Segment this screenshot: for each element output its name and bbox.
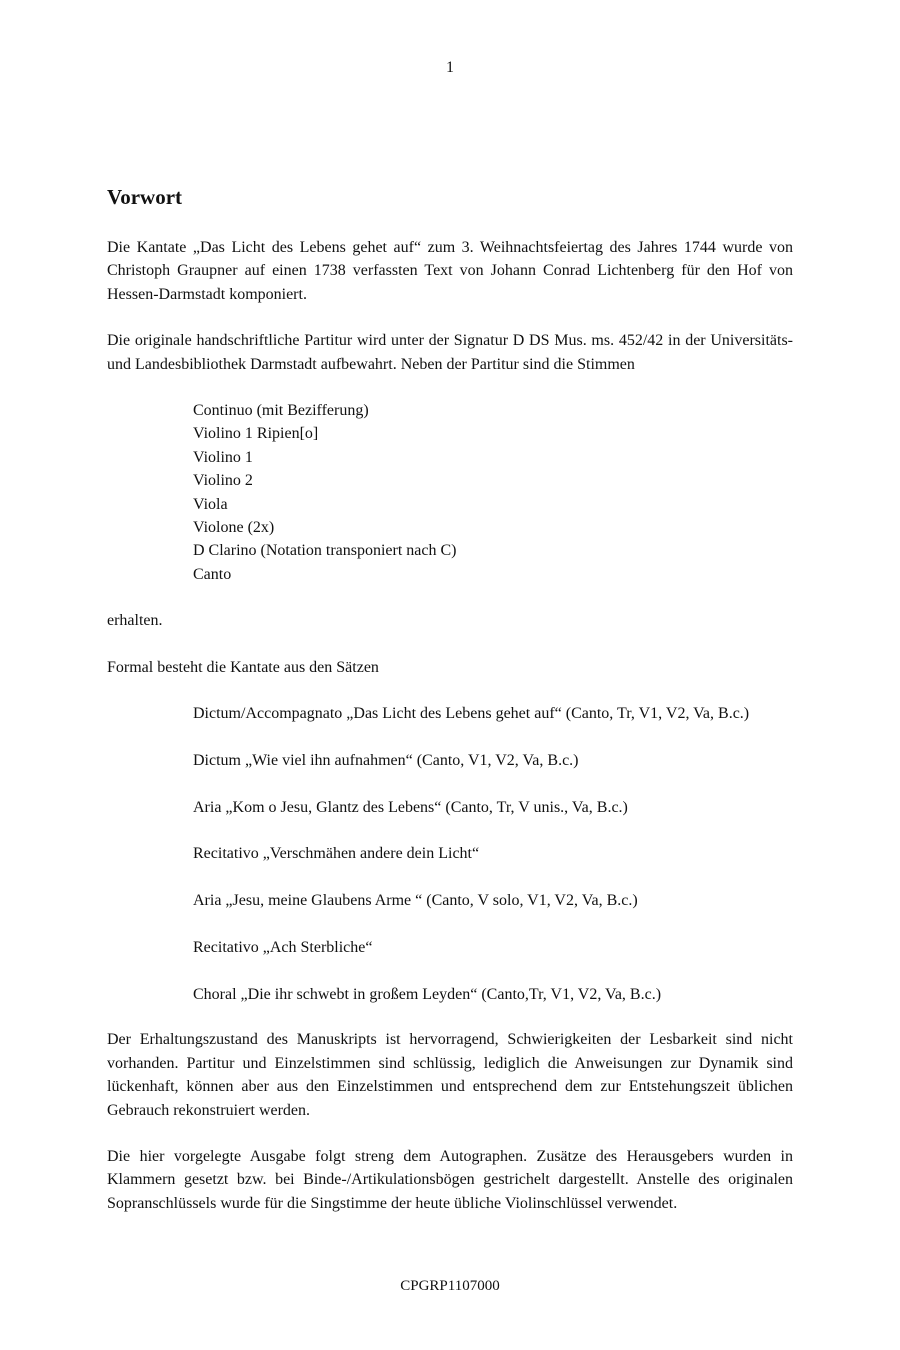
condition-paragraph: Der Erhaltungszustand des Manuskripts ist hervorragend, Schwierigkeiten der Lesbarkeit sind nicht vorhanden. Partitur und Einzelstimmen sind schlüssig, lediglich die Anweisungen zur Dynamik sind lückenhaft, können aber aus den Einzelstimmen und entsprechend dem zur Entstehungszeit üblichen Gebrauch rekonstruiert werden. bbox=[107, 1031, 793, 1119]
list-item: Dictum „Wie viel ihn aufnahmen“ (Canto, V1, V2, Va, B.c.) bbox=[193, 751, 579, 769]
list-item: Continuo (mit Bezifferung) bbox=[193, 402, 369, 420]
movements-list bbox=[107, 702, 793, 1006]
list-item: Dictum/Accompagnato „Das Licht des Lebens gehet auf“ (Canto, Tr, V1, V2, Va, B.c.) bbox=[193, 705, 750, 723]
list-item: Aria „Jesu, meine Glaubens Arme “ (Canto, V solo, V1, V2, Va, B.c.) bbox=[193, 892, 638, 910]
list-item: Recitativo „Verschmähen andere dein Licht“ bbox=[193, 845, 480, 863]
sources-paragraph: Die originale handschriftliche Partitur wird unter der Signatur D DS Mus. ms. 452/42 in der Universitäts- und Landesbibliothek Darmstadt aufbewahrt. Neben der Partitur sind die Stimmen bbox=[107, 332, 793, 373]
page-title: Vorwort bbox=[107, 185, 183, 209]
edition-paragraph: Die hier vorgelegte Ausgabe folgt streng dem Autographen. Zusätze des Herausgebers wurden in Klammern gesetzt bzw. bei Binde-/Artikulationsbögen gestrichelt dargestellt. Anstelle des originalen Sopranschlüssels wurde für die Singstimme der heute übliche Violinschlüssel verwendet. bbox=[107, 1147, 793, 1212]
list-item: D Clarino (Notation transponiert nach C) bbox=[193, 542, 457, 560]
list-item: Violone (2x) bbox=[193, 519, 275, 537]
list-item: Aria „Kom o Jesu, Glantz des Lebens“ (Canto, Tr, V unis., Va, B.c.) bbox=[193, 798, 628, 816]
list-item: Viola bbox=[193, 495, 228, 513]
list-item: Violino 2 bbox=[193, 472, 253, 490]
list-item: Choral „Die ihr schwebt in großem Leyden“ (Canto,Tr, V1, V2, Va, B.c.) bbox=[193, 985, 662, 1003]
list-item: Violino 1 Ripien[o] bbox=[193, 425, 319, 443]
movements-intro-paragraph: Formal besteht die Kantate aus den Sätzen bbox=[107, 658, 379, 676]
list-item: Canto bbox=[193, 565, 232, 583]
intro-paragraph: Die Kantate „Das Licht des Lebens gehet auf“ zum 3. Weihnachtsfeiertag des Jahres 1744 wurde von Christoph Graupner auf einen 1738 verfassten Text von Johann Conrad Lichtenberg für den Hof von Hessen-Darmstadt komponiert. bbox=[107, 239, 793, 303]
page-number: 1 bbox=[446, 59, 454, 76]
parts-list bbox=[107, 399, 793, 586]
list-item: Violino 1 bbox=[193, 448, 253, 466]
list-item: Recitativo „Ach Sterbliche“ bbox=[193, 939, 373, 957]
parts-closing-paragraph: erhalten. bbox=[107, 612, 163, 630]
page-content bbox=[107, 184, 793, 1238]
footer-catalog-number: CPGRP1107000 bbox=[400, 1278, 500, 1294]
